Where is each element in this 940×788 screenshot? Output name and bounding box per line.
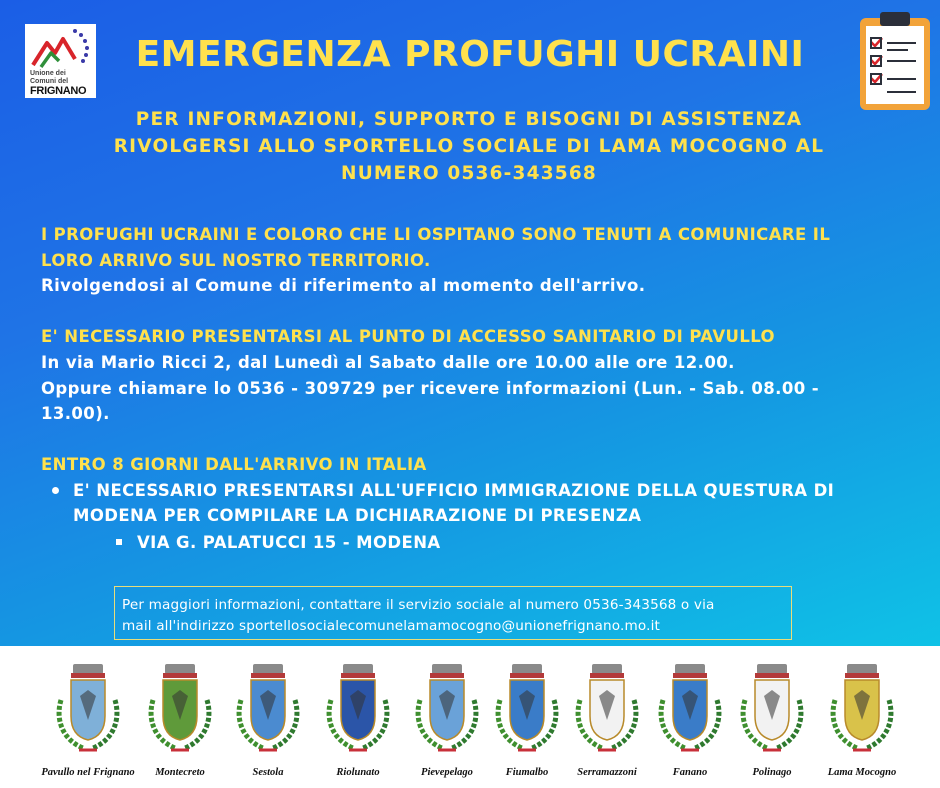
support-subheading bbox=[60, 106, 878, 187]
bullet-item bbox=[41, 478, 901, 529]
info-line1: Per maggiori informazioni, contattare il servizio sociale al numero 0536-343568 o via bbox=[122, 597, 715, 613]
municipality-crests-strip bbox=[0, 646, 940, 788]
municipality-name: Serramazzoni bbox=[577, 767, 637, 778]
coat-of-arms-icon bbox=[572, 660, 642, 756]
section2-line2: Oppure chiamare lo 0536 - 309729 per ricevere informazioni (Lun. - Sab. 08.00 - bbox=[41, 378, 819, 398]
sub-bullet-item bbox=[41, 530, 901, 556]
subheading-line2: RIVOLGERSI ALLO SPORTELLO SOCIALE DI LAMA MOCOGNO AL bbox=[113, 136, 825, 157]
coat-of-arms-icon bbox=[53, 660, 123, 756]
bullet-line2: MODENA PER COMPILARE LA DICHIARAZIONE DI PRESENZA bbox=[73, 506, 642, 526]
section2-line1: In via Mario Ricci 2, dal Lunedì al Sabato dalle ore 10.00 alle ore 12.00. bbox=[41, 352, 735, 372]
unione-frignano-logo bbox=[25, 24, 96, 98]
info-box bbox=[114, 586, 792, 640]
municipality-name: Polinago bbox=[752, 767, 792, 778]
municipality-name: Pavullo nel Frignano bbox=[41, 767, 135, 778]
coat-of-arms-icon bbox=[737, 660, 807, 756]
section1-text: Rivolgendosi al Comune di riferimento al momento dell'arrivo. bbox=[41, 276, 646, 296]
section2-heading: E' NECESSARIO PRESENTARSI AL PUNTO DI ACCESSO SANITARIO DI PAVULLO bbox=[41, 327, 775, 347]
coat-of-arms-icon bbox=[827, 660, 897, 756]
logo-text-line1: Unione dei bbox=[30, 70, 66, 77]
logo-text-line2: Comuni del bbox=[30, 78, 69, 85]
sub-bullet-text: VIA G. PALATUCCI 15 - MODENA bbox=[137, 533, 441, 553]
municipality-name: Fanano bbox=[672, 767, 708, 778]
main-content bbox=[41, 222, 901, 556]
municipality-name: Pievepelago bbox=[421, 767, 473, 778]
municipality-name: Lama Mocogno bbox=[827, 767, 897, 778]
coat-of-arms-icon bbox=[145, 660, 215, 756]
subheading-line3: NUMERO 0536-343568 bbox=[341, 163, 597, 184]
subheading-line1: PER INFORMAZIONI, SUPPORTO E BISOGNI DI ASSISTENZA bbox=[135, 109, 803, 130]
municipality-crest bbox=[817, 660, 907, 788]
section1-heading-line1: I PROFUGHI UCRAINI E COLORO CHE LI OSPITANO SONO TENUTI A COMUNICARE IL bbox=[41, 225, 831, 244]
clipboard-checklist-icon bbox=[858, 12, 932, 112]
municipality-name: Riolunato bbox=[336, 767, 380, 778]
municipality-name: Fiumalbo bbox=[505, 767, 549, 778]
municipality-name: Montecreto bbox=[155, 767, 205, 778]
page-title: EMERGENZA PROFUGHI UCRAINI bbox=[135, 34, 805, 75]
coat-of-arms-icon bbox=[323, 660, 393, 756]
section2-line3: 13.00). bbox=[41, 404, 110, 424]
coat-of-arms-icon bbox=[492, 660, 562, 756]
section1-heading-line2: LORO ARRIVO SUL NOSTRO TERRITORIO. bbox=[41, 250, 431, 270]
bullet-dot-icon bbox=[52, 487, 59, 494]
square-bullet-icon bbox=[116, 539, 122, 545]
coat-of-arms-icon bbox=[412, 660, 482, 756]
bullet-line1: E' NECESSARIO PRESENTARSI ALL'UFFICIO IMMIGRAZIONE DELLA QUESTURA DI bbox=[73, 480, 835, 500]
info-line2: mail all'indirizzo sportellosocialecomunelamamocogno@unionefrignano.mo.it bbox=[122, 617, 660, 634]
logo-mountains-icon bbox=[29, 27, 93, 71]
coat-of-arms-icon bbox=[655, 660, 725, 756]
coat-of-arms-icon bbox=[233, 660, 303, 756]
municipality-name: Sestola bbox=[252, 767, 284, 778]
logo-text-line3: FRIGNANO bbox=[30, 85, 87, 97]
section3-heading: ENTRO 8 GIORNI DALL'ARRIVO IN ITALIA bbox=[41, 454, 427, 474]
